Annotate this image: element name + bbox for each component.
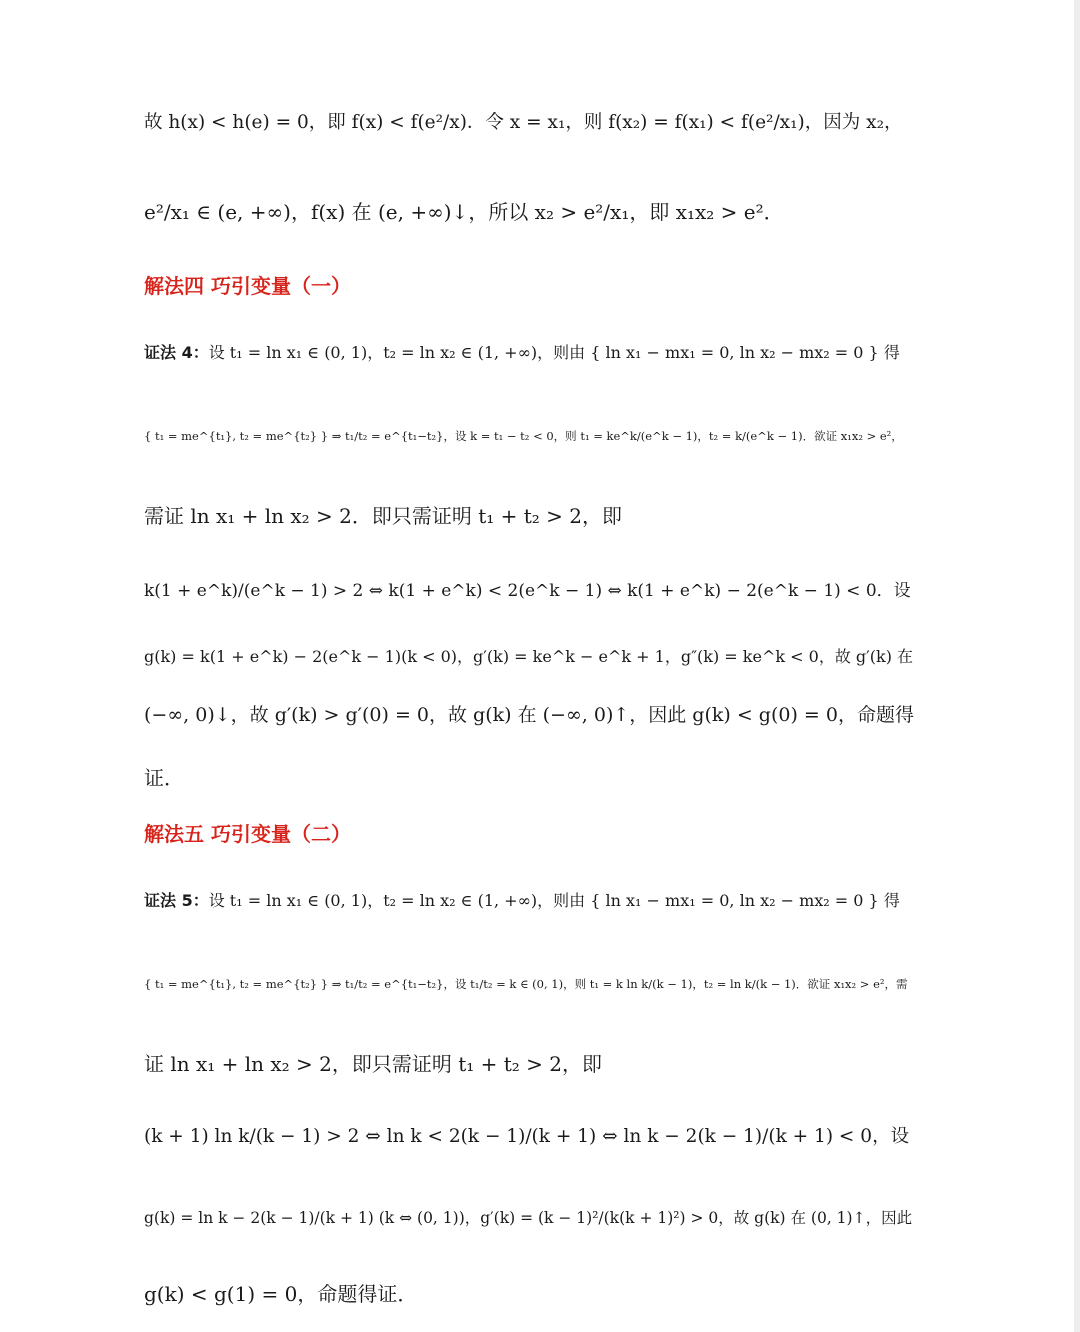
proof4-text: 设 t₁ = ln x₁ ∈ (0, 1)，t₂ = ln x₂ ∈ (1, +∞)，则由 { ln x₁ − mx₁ = 0, ln x₂ − mx₂ = 0 } 得 xyxy=(208,343,900,362)
proof4-label: 证法 4： xyxy=(144,343,209,362)
page-edge xyxy=(1074,0,1080,1332)
text-line: e²/x₁ ∈ (e, +∞)，f(x) 在 (e, +∞)↓，所以 x₂ > e²/x₁，即 x₁x₂ > e²． xyxy=(144,200,784,224)
text-line: 证． xyxy=(144,766,184,790)
method5-heading: 解法五 巧引变量（二） xyxy=(144,822,351,846)
proof5-line xyxy=(144,888,919,911)
text-line: (k + 1) ln k/(k − 1) > 2 ⇔ ln k < 2(k − 1)/(k + 1) ⇔ ln k − 2(k − 1)/(k + 1) < 0，设 xyxy=(144,1126,910,1147)
text-line: g(k) < g(1) = 0，命题得证． xyxy=(144,1282,418,1306)
text-line: 故 h(x) < h(e) = 0，即 f(x) < f(e²/x)．令 x = x₁，则 f(x₂) = f(x₁) < f(e²/x₁)，因为 x₂， xyxy=(144,112,903,133)
text-line: (−∞, 0)↓，故 g′(k) > g′(0) = 0，故 g(k) 在 (−∞, 0)↑，因此 g(k) < g(0) = 0，命题得 xyxy=(144,704,914,726)
proof5-text: 设 t₁ = ln x₁ ∈ (0, 1)，t₂ = ln x₂ ∈ (1, +∞)，则由 { ln x₁ − mx₁ = 0, ln x₂ − mx₂ = 0 } 得 xyxy=(208,891,900,910)
proof4-line xyxy=(144,340,919,363)
proof5-label: 证法 5： xyxy=(144,891,209,910)
method4-heading: 解法四 巧引变量（一） xyxy=(144,274,351,298)
text-line: { t₁ = me^{t₁}, t₂ = me^{t₂} } ⇒ t₁/t₂ = e^{t₁−t₂}，设 t₁/t₂ = k ∈ (0, 1)，则 t₁ = k ln k/(k − 1)，t₂ = ln k/(k − 1)．欲证 x₁x₂ > e²，需 xyxy=(144,977,908,991)
text-line: k(1 + e^k)/(e^k − 1) > 2 ⇔ k(1 + e^k) < 2(e^k − 1) ⇔ k(1 + e^k) − 2(e^k − 1) < 0．设 xyxy=(144,581,911,601)
text-line: { t₁ = me^{t₁}, t₂ = me^{t₂} } ⇒ t₁/t₂ = e^{t₁−t₂}，设 k = t₁ − t₂ < 0，则 t₁ = ke^k/(e^k − 1)，t₂ = k/(e^k − 1)．欲证 x₁x₂ > e²， xyxy=(144,429,903,443)
text-line: 证 ln x₁ + ln x₂ > 2，即只需证明 t₁ + t₂ > 2，即 xyxy=(144,1052,603,1076)
text-line: g(k) = ln k − 2(k − 1)/(k + 1) (k ⇔ (0, 1))，g′(k) = (k − 1)²/(k(k + 1)²) > 0，故 g(k) 在 (0, 1)↑，因此 xyxy=(144,1209,913,1227)
text-line: 需证 ln x₁ + ln x₂ > 2．即只需证明 t₁ + t₂ > 2，即 xyxy=(144,504,623,528)
text-line: g(k) = k(1 + e^k) − 2(e^k − 1)(k < 0)，g′(k) = ke^k − e^k + 1，g″(k) = ke^k < 0，故 g′(k) 在 xyxy=(144,647,914,666)
